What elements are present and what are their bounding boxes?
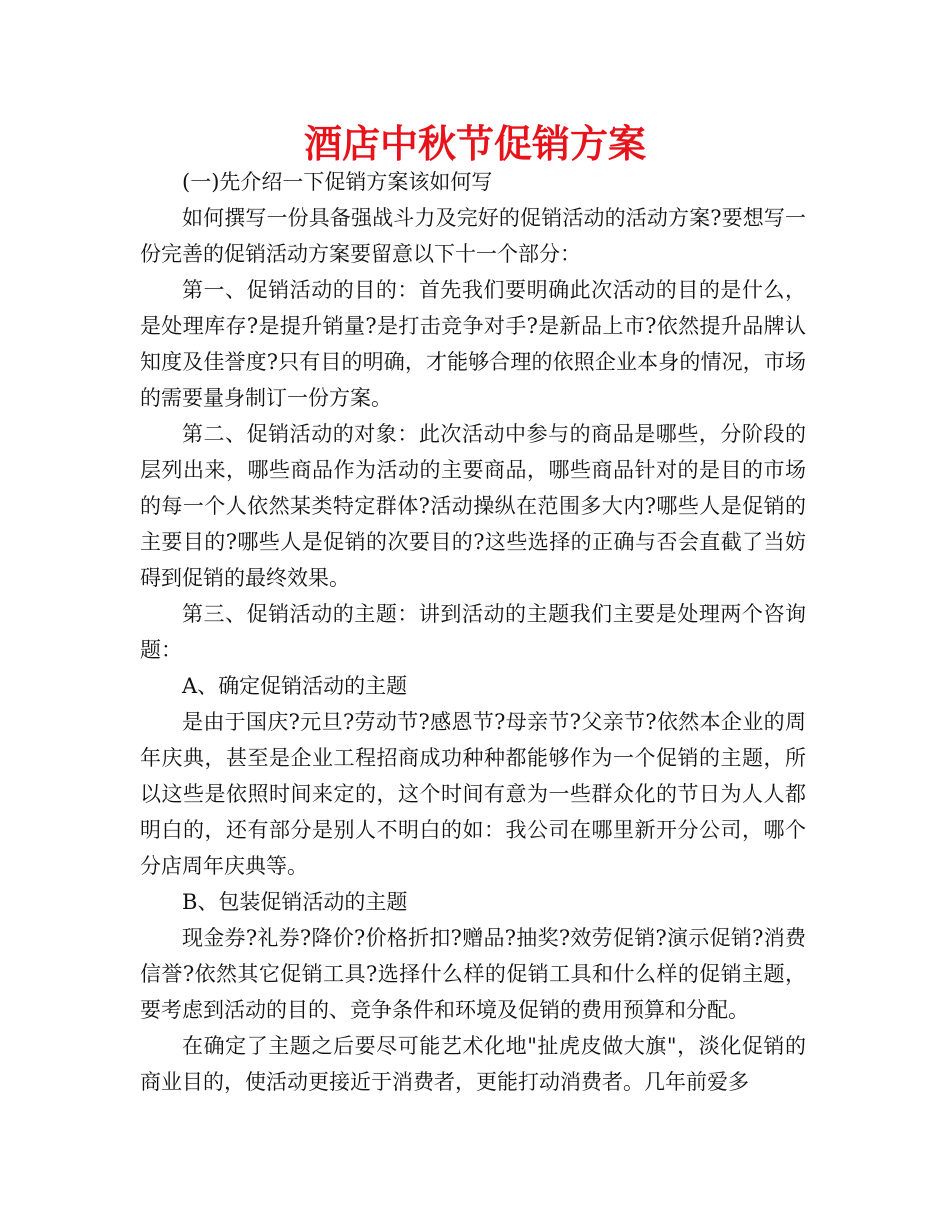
subheading-b: B、包装促销活动的主题 <box>182 890 408 914</box>
paragraph-overview: 如何撰写一份具备强战斗力及完好的促销活动的活动方案?要想写一份完善的促销活动方案要留意以下十一个部分： <box>140 206 806 266</box>
paragraph-artistic: 在确定了主题之后要尽可能艺术化地"扯虎皮做大旗"，淡化促销的商业目的，使活动更接近于消费者，更能打动消费者。几年前爱多 <box>140 1034 806 1094</box>
document-title: 酒店中秋节促销方案 <box>303 122 646 166</box>
paragraph-theme: 第三、促销活动的主题：讲到活动的主题我们主要是处理两个咨询题： <box>140 602 806 662</box>
subheading-a: A、确定促销活动的主题 <box>182 674 408 698</box>
paragraph-purpose: 第一、促销活动的目的：首先我们要明确此次活动的目的是什么，是处理库存?是提升销量?是打击竞争对手?是新品上市?依然提升品牌认知度及佳誉度?只有目的明确，才能够合理的依照企业本身的情况，市场的需要量身制订一份方案。 <box>140 278 806 410</box>
paragraph-theme-package: 现金券?礼券?降价?价格折扣?赠品?抽奖?效劳促销?演示促销?消费信誉?依然其它促销工具?选择什么样的促销工具和什么样的促销主题，要考虑到活动的目的、竞争条件和环境及促销的费用预算和分配。 <box>140 926 806 1022</box>
paragraph-target: 第二、促销活动的对象：此次活动中参与的商品是哪些，分阶段的层列出来，哪些商品作为活动的主要商品，哪些商品针对的是目的市场的每一个人依然某类特定群体?活动操纵在范围多大内?哪些人是促销的主要目的?哪些人是促销的次要目的?这些选择的正确与否会直截了当妨碍到促销的最终效果。 <box>140 422 806 590</box>
paragraph-theme-determine: 是由于国庆?元旦?劳动节?感恩节?母亲节?父亲节?依然本企业的周年庆典，甚至是企业工程招商成功种种都能够作为一个促销的主题，所以这些是依照时间来定的，这个时间有意为一些群众化的节日为人人都明白的，还有部分是别人不明白的如：我公司在哪里新开分公司，哪个分店周年庆典等。 <box>140 710 806 878</box>
paragraph-intro-heading: (一)先介绍一下促销方案该如何写 <box>182 170 493 194</box>
document-body <box>140 164 806 1100</box>
